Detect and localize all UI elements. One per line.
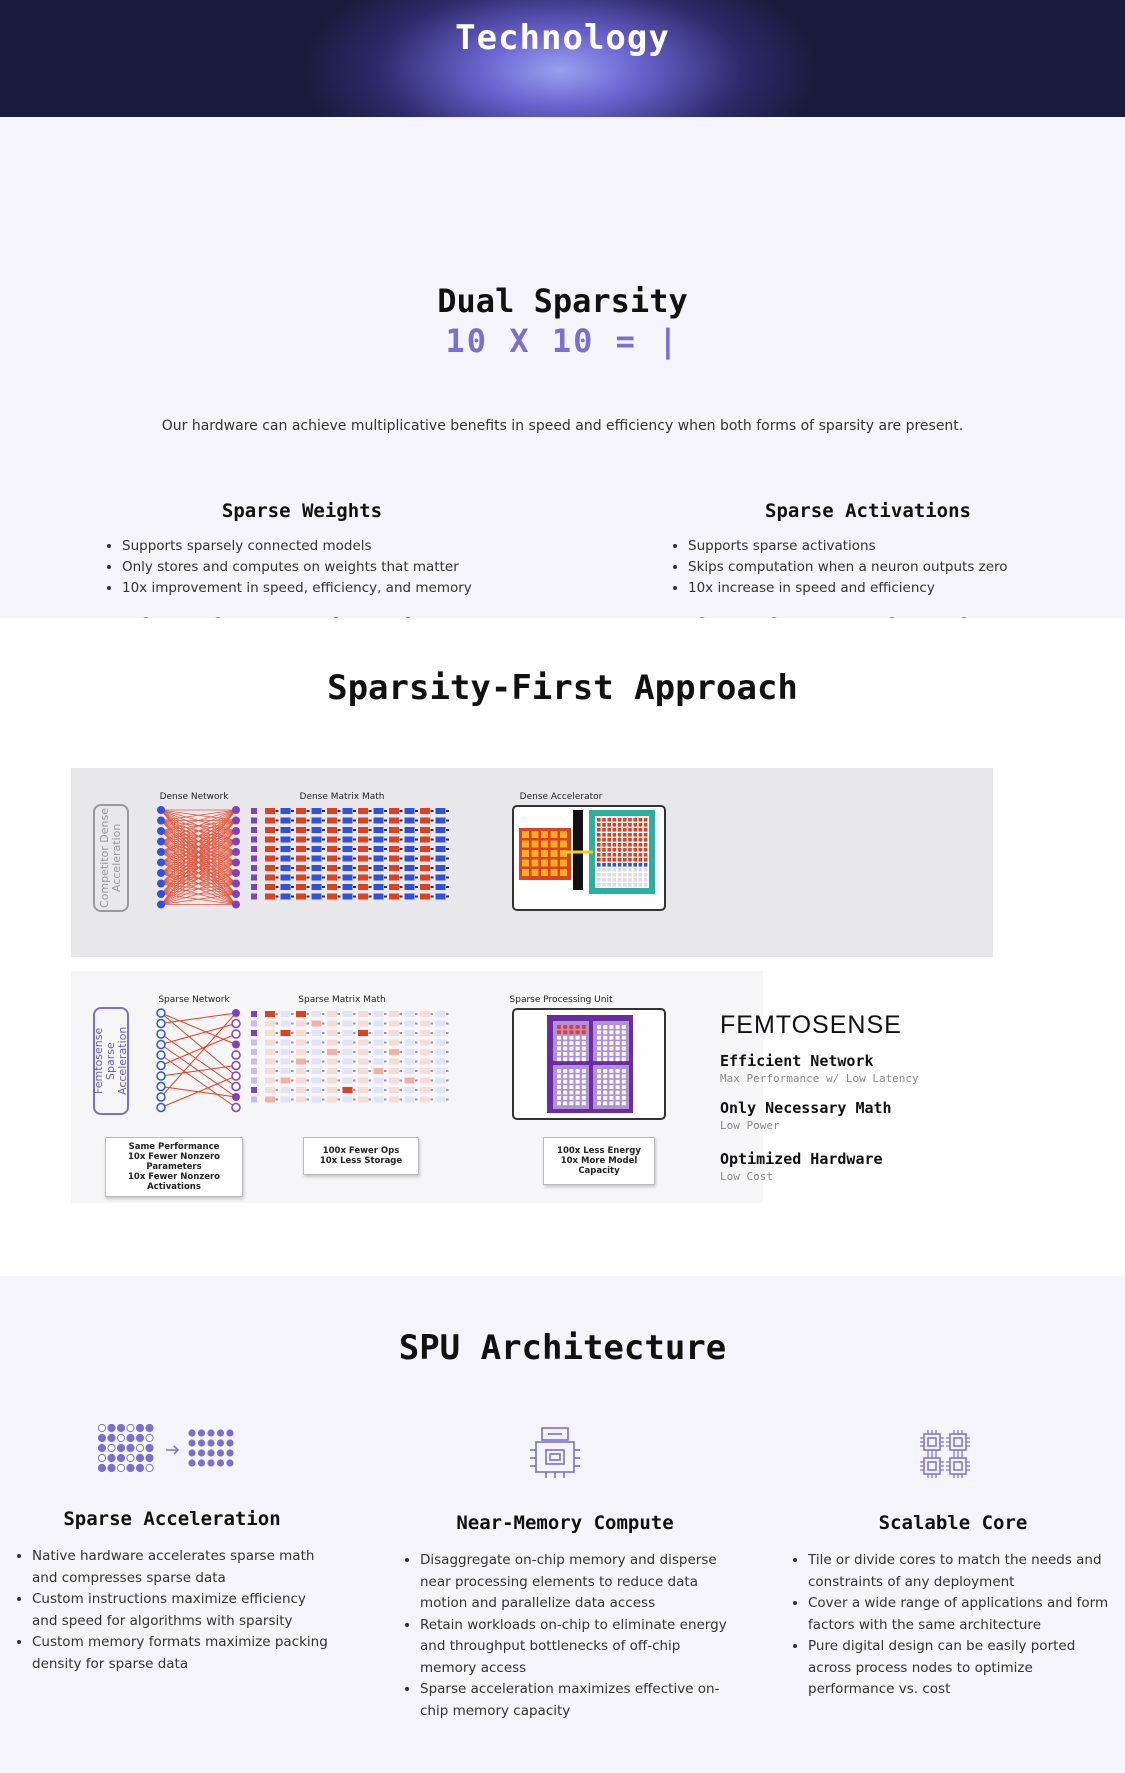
sparse-network-label: Sparse Network: [158, 995, 230, 1005]
dense-accelerator-label: Dense Accelerator: [519, 792, 603, 802]
list-item: • Retain workloads on-chip to eliminate energy and throughput bottlenecks of off-chip memory access: [420, 1615, 730, 1680]
list-item: • Custom memory formats maximize packing density for sparse data: [32, 1632, 332, 1675]
list-item: • Tile or divide cores to match the needs and constraints of any deployment: [808, 1550, 1118, 1593]
dense-network-icon: [141, 804, 251, 914]
dense-matrix-label: Dense Matrix Math: [299, 792, 385, 802]
multi-core-icon: [916, 1426, 972, 1480]
list-item: • Cover a wide range of applications and form factors with the same architecture: [808, 1593, 1118, 1636]
sparse-weights-list: [102, 536, 502, 599]
brand-feature-name: Optimized Hardware: [720, 1150, 883, 1168]
dense-network-label: Dense Network: [159, 792, 229, 802]
scalable-core-list: [788, 1550, 1118, 1701]
brand-feature-name: Only Necessary Math: [720, 1099, 892, 1117]
list-item: • 10x increase in speed and efficiency: [688, 578, 1068, 599]
dual-sparsity-intro: Our hardware can achieve multiplicative benefits in speed and efficiency when both forms of sparsity are present.: [161, 418, 964, 434]
dense-side-label: Competitor Dense Acceleration: [93, 804, 129, 912]
dual-sparsity-equation: 10 X 10 = |: [445, 322, 680, 360]
dual-sparsity-section: [0, 117, 1125, 618]
femtosense-logo: FEMTOSENSE: [720, 1011, 902, 1039]
sparse-acceleration-title: Sparse Acceleration: [63, 1508, 281, 1530]
sparse-network-caption: Same Performance 10x Fewer Nonzero Parameters 10x Fewer Nonzero Activations: [105, 1137, 243, 1197]
sparse-matrix-caption: 100x Fewer Ops 10x Less Storage: [303, 1137, 419, 1175]
sparse-network-icon: [141, 1007, 251, 1117]
sparse-acceleration-list: [12, 1546, 332, 1675]
dense-matrix-icon: [251, 808, 451, 904]
sparse-matrix-label: Sparse Matrix Math: [298, 995, 386, 1005]
near-memory-title: Near-Memory Compute: [456, 1512, 674, 1534]
brand-feature: [720, 1150, 980, 1183]
chip-memory-icon: [528, 1426, 582, 1480]
brand-feature: [720, 1099, 980, 1132]
sparse-matrix-icon: [251, 1011, 451, 1107]
dense-accelerator-icon: [507, 800, 679, 920]
list-item: • Only stores and computes on weights that matter: [122, 557, 502, 578]
list-item: • 10x improvement in speed, efficiency, and memory: [122, 578, 502, 599]
list-item: • Supports sparse activations: [688, 536, 1068, 557]
list-item: • Disaggregate on-chip memory and disperse near processing elements to reduce data motion and parallelize data access: [420, 1550, 730, 1615]
sparse-weights-title: Sparse Weights: [221, 500, 383, 522]
sparse-unit-label: Sparse Processing Unit: [509, 995, 613, 1005]
sparsity-first-title: Sparsity-First Approach: [327, 668, 798, 708]
sparse-weights-column: [102, 500, 502, 599]
sparse-dots-icon: [98, 1424, 238, 1484]
dual-sparsity-title: Dual Sparsity: [437, 282, 688, 320]
list-item: • Pure digital design can be easily ported across process nodes to optimize performance vs. cost: [808, 1636, 1118, 1701]
list-item: • Native hardware accelerates sparse math and compresses sparse data: [32, 1546, 332, 1589]
scalable-core-title: Scalable Core: [878, 1512, 1028, 1534]
dense-panel: [71, 768, 993, 957]
page-title: Technology: [455, 18, 670, 58]
sparsity-first-section: [0, 618, 1125, 1276]
brand-feature-sub: Max Performance w/ Low Latency: [720, 1072, 919, 1085]
scalable-core-column: [788, 1512, 1118, 1701]
femtosense-brand-panel: [720, 1011, 980, 1183]
sparse-activations-list: [668, 536, 1068, 599]
sparse-side-label: Femtosense Sparse Acceleration: [93, 1007, 129, 1115]
spu-architecture-section: [0, 1276, 1125, 1773]
sparse-activations-column: [668, 500, 1068, 599]
spu-architecture-title: SPU Architecture: [398, 1328, 727, 1368]
hero-banner: [0, 0, 1125, 117]
sparse-panel: [71, 971, 763, 1203]
list-item: • Custom instructions maximize efficiency and speed for algorithms with sparsity: [32, 1589, 332, 1632]
sparse-unit-caption: 100x Less Energy 10x More Model Capacity: [543, 1137, 655, 1185]
sparse-acceleration-column: [12, 1508, 332, 1675]
sparse-activations-title: Sparse Activations: [765, 500, 971, 522]
near-memory-list: [400, 1550, 730, 1722]
list-item: • Skips computation when a neuron outputs zero: [688, 557, 1068, 578]
brand-feature-sub: Low Cost: [720, 1170, 773, 1183]
brand-feature: [720, 1052, 980, 1085]
sparse-processing-unit-icon: [507, 1003, 679, 1127]
brand-feature-sub: Low Power: [720, 1119, 780, 1132]
list-item: • Sparse acceleration maximizes effective on-chip memory capacity: [420, 1679, 730, 1722]
brand-feature-name: Efficient Network: [720, 1052, 874, 1070]
near-memory-column: [400, 1512, 730, 1722]
list-item: • Supports sparsely connected models: [122, 536, 502, 557]
